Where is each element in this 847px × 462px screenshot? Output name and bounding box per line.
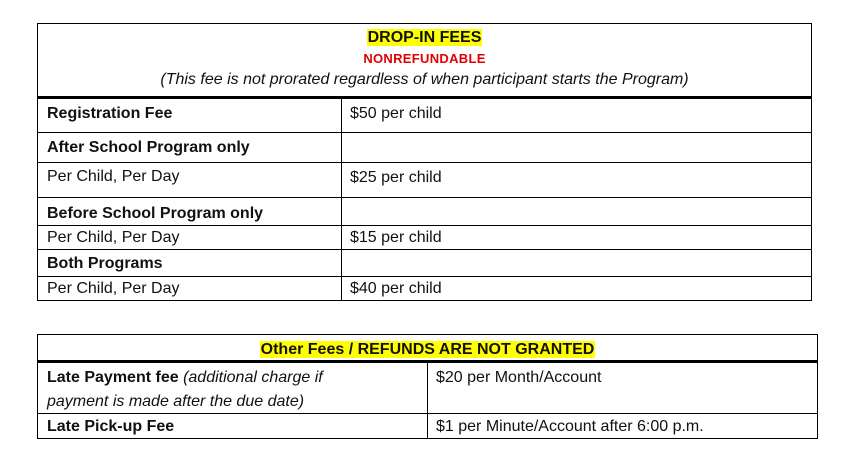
row-divider [38,162,811,163]
header-divider [38,96,811,99]
row-divider [38,197,811,198]
after-school-heading: After School Program only [47,139,250,156]
before-school-rate-label: Per Child, Per Day [47,229,180,246]
after-school-rate-value: $25 per child [350,169,442,186]
row-divider [38,276,811,277]
row-divider [38,249,811,250]
before-school-rate-value: $15 per child [350,229,442,246]
row-divider [38,225,811,226]
late-payment-value: $20 per Month/Account [436,369,602,386]
other-fees-header [38,339,817,361]
late-payment-note-1: (additional charge if [183,369,323,386]
other-fees-title: Other Fees / REFUNDS ARE NOT GRANTED [260,341,595,358]
drop-in-header [38,27,811,91]
registration-fee-label: Registration Fee [47,105,173,122]
drop-in-title: DROP-IN FEES [367,29,482,46]
late-payment-label-line1 [47,368,323,388]
late-payment-note-2: payment is made after the due date) [47,393,305,410]
late-pickup-value: $1 per Minute/Account after 6:00 p.m. [436,418,704,435]
late-payment-label: Late Payment fee [47,369,179,386]
drop-in-fees-table [37,23,812,301]
column-divider [427,363,428,438]
both-programs-rate-value: $40 per child [350,280,442,297]
before-school-heading: Before School Program only [47,205,264,222]
after-school-rate-label: Per Child, Per Day [47,168,180,185]
late-pickup-label: Late Pick-up Fee [47,418,175,435]
row-divider [38,132,811,133]
registration-fee-value: $50 per child [350,105,442,122]
nonrefundable-label: NONREFUNDABLE [363,51,486,66]
other-fees-table [37,334,818,439]
column-divider [341,99,342,300]
both-programs-rate-label: Per Child, Per Day [47,280,180,297]
proration-note: (This fee is not prorated regardless of when participant starts the Program) [160,71,689,88]
both-programs-heading: Both Programs [47,255,163,272]
